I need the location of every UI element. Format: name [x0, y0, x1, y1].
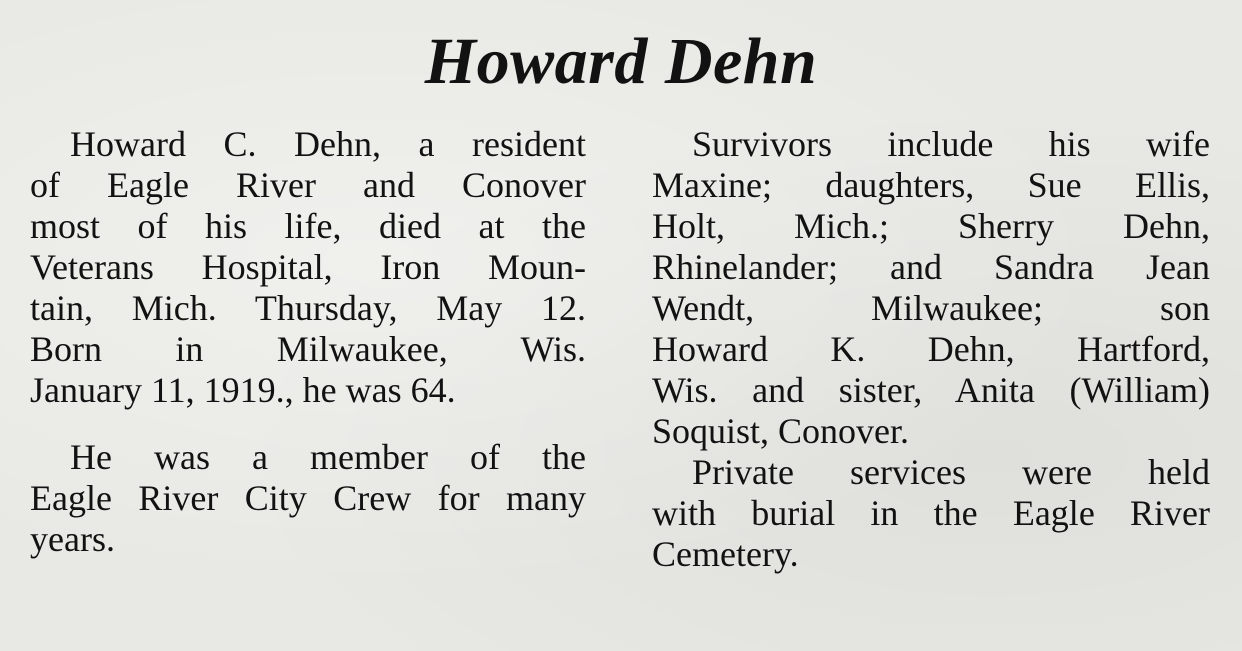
text-line: years.: [30, 519, 115, 559]
text-line: Wis. and sister, Anita (William): [652, 370, 1210, 410]
text-line: Private services were held: [692, 452, 1210, 492]
text-line: with burial in the Eagle River: [652, 493, 1210, 533]
text-line: January 11, 1919., he was 64.: [30, 370, 456, 410]
paragraph-death-notice: [30, 124, 586, 411]
text-line: Cemetery.: [652, 534, 799, 574]
text-line: Howard K. Dehn, Hartford,: [652, 329, 1210, 369]
right-column: [652, 124, 1210, 575]
text-line: Born in Milwaukee, Wis.: [30, 329, 586, 369]
text-line: Soquist, Conover.: [652, 411, 910, 451]
paragraph-work-history: [30, 437, 586, 560]
text-line: Veterans Hospital, Iron Moun-: [30, 247, 586, 287]
obituary-headline: Howard Dehn: [424, 25, 818, 98]
text-line: tain, Mich. Thursday, May 12.: [30, 288, 586, 328]
text-line: Howard C. Dehn, a resident: [70, 124, 586, 164]
text-line: Rhinelander; and Sandra Jean: [652, 247, 1210, 287]
text-line: of Eagle River and Conover: [30, 165, 586, 205]
left-column: [30, 124, 586, 560]
paragraph-services: [652, 452, 1210, 575]
paragraph-spacer: [30, 411, 586, 437]
text-line: Maxine; daughters, Sue Ellis,: [652, 165, 1210, 205]
text-line: Wendt, Milwaukee; son: [652, 288, 1210, 328]
text-line: Holt, Mich.; Sherry Dehn,: [652, 206, 1210, 246]
text-line: Survivors include his wife: [692, 124, 1210, 164]
text-line: He was a member of the: [70, 437, 586, 477]
paragraph-survivors: [652, 124, 1210, 452]
text-line: most of his life, died at the: [30, 206, 586, 246]
text-line: Eagle River City Crew for many: [30, 478, 586, 518]
